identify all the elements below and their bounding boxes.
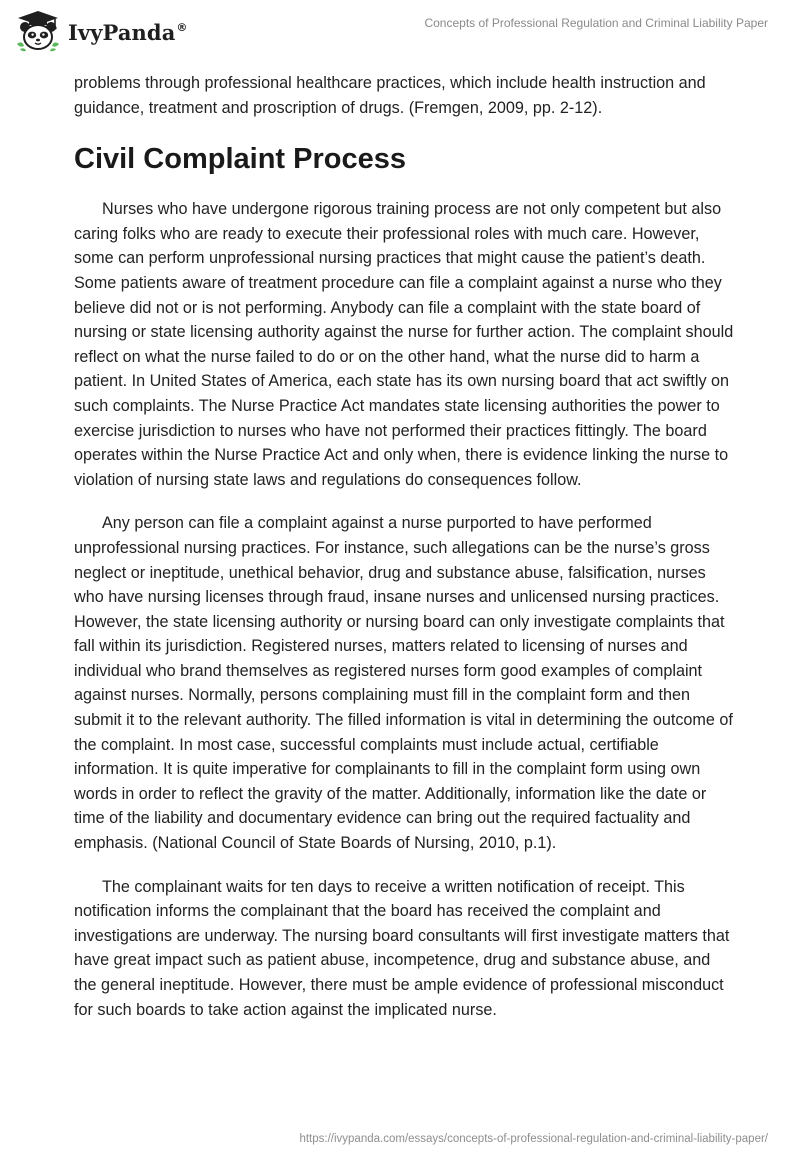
essay-content bbox=[74, 71, 734, 1022]
body-paragraph: Nurses who have undergone rigorous training process are not only competent but also caring folks who are ready to execute their professional roles with much care. However, some can perform unprofessional nursing practices that might cause the patient’s death. Some patients aware of treatment procedure can file a complaint against a nurse who they believe did not or is not performing. Anybody can file a complaint with the state board of nursing or state licensing authority against the nurse for further action. The complaint should reflect on what the nurse failed to do or on the other hand, what the nurse did to harm a patient. In United States of America, each state has its own nursing board that act swiftly on such complaints. The Nurse Practice Act mandates state licensing authorities the power to exercise jurisdiction to nurses who have not performed their practices fittingly. The board operates within the Nurse Practice Act and only when, there is evidence linking the nurse to violation of nursing state laws and regulations do consequences follow. bbox=[74, 200, 734, 489]
footer-url-link[interactable]: https://ivypanda.com/essays/concepts-of-professional-regulation-and-criminal-liability-paper/ bbox=[299, 1133, 768, 1145]
document-title: Concepts of Professional Regulation and Criminal Liability Paper bbox=[424, 16, 768, 30]
logo-wordmark bbox=[68, 20, 188, 45]
intro-paragraph: problems through professional healthcare practices, which include health instruction and guidance, treatment and proscription of drugs. (Fremgen, 2009, pp. 2-12). bbox=[74, 74, 706, 117]
page-header bbox=[0, 0, 800, 62]
registered-mark: ® bbox=[176, 20, 188, 34]
body-paragraph: Any person can file a complaint against a nurse purported to have performed unprofessional nursing practices. For instance, such allegations can be the nurse’s gross neglect or ineptitude, unethical behavior, drug and substance abuse, falsification, nurses who have nursing licenses through fraud, insane nurses and unlicensed nursing practices. However, the state licensing authority or nursing board can only investigate complaints that fall within its jurisdiction. Registered nurses, matters related to licensing of nurses and individual who brand themselves as registered nurses form good examples of complaint against nurses. Normally, persons complaining must fill in the complaint form and then submit it to the relevant authority. The filled information is vital in determining the outcome of the complaint. In most case, successful complaints must include actual, certifiable information. It is quite imperative for complainants to fill in the complaint form using own words in order to reflect the gravity of the matter. Additionally, information like the date or time of the liability and documentary evidence can bring out the required factuality and emphasis. (National Council of State Boards of Nursing, 2010, p.1). bbox=[74, 514, 733, 853]
section-heading: Civil Complaint Process bbox=[74, 143, 406, 176]
panda-graduate-icon bbox=[14, 10, 62, 52]
body-paragraph: The complainant waits for ten days to receive a written notification of receipt. This notification informs the complainant that the board has received the complaint and investigations are underway. The nursing board consultants will first investigate matters that have great impact such as patient abuse, incompetence, drug and substance abuse, and the general ineptitude. However, there must be ample evidence of professional misconduct for such boards to take action against the implicated nurse. bbox=[74, 877, 730, 1019]
logo-name: IvyPanda bbox=[68, 19, 176, 45]
ivypanda-logo[interactable] bbox=[14, 10, 188, 52]
